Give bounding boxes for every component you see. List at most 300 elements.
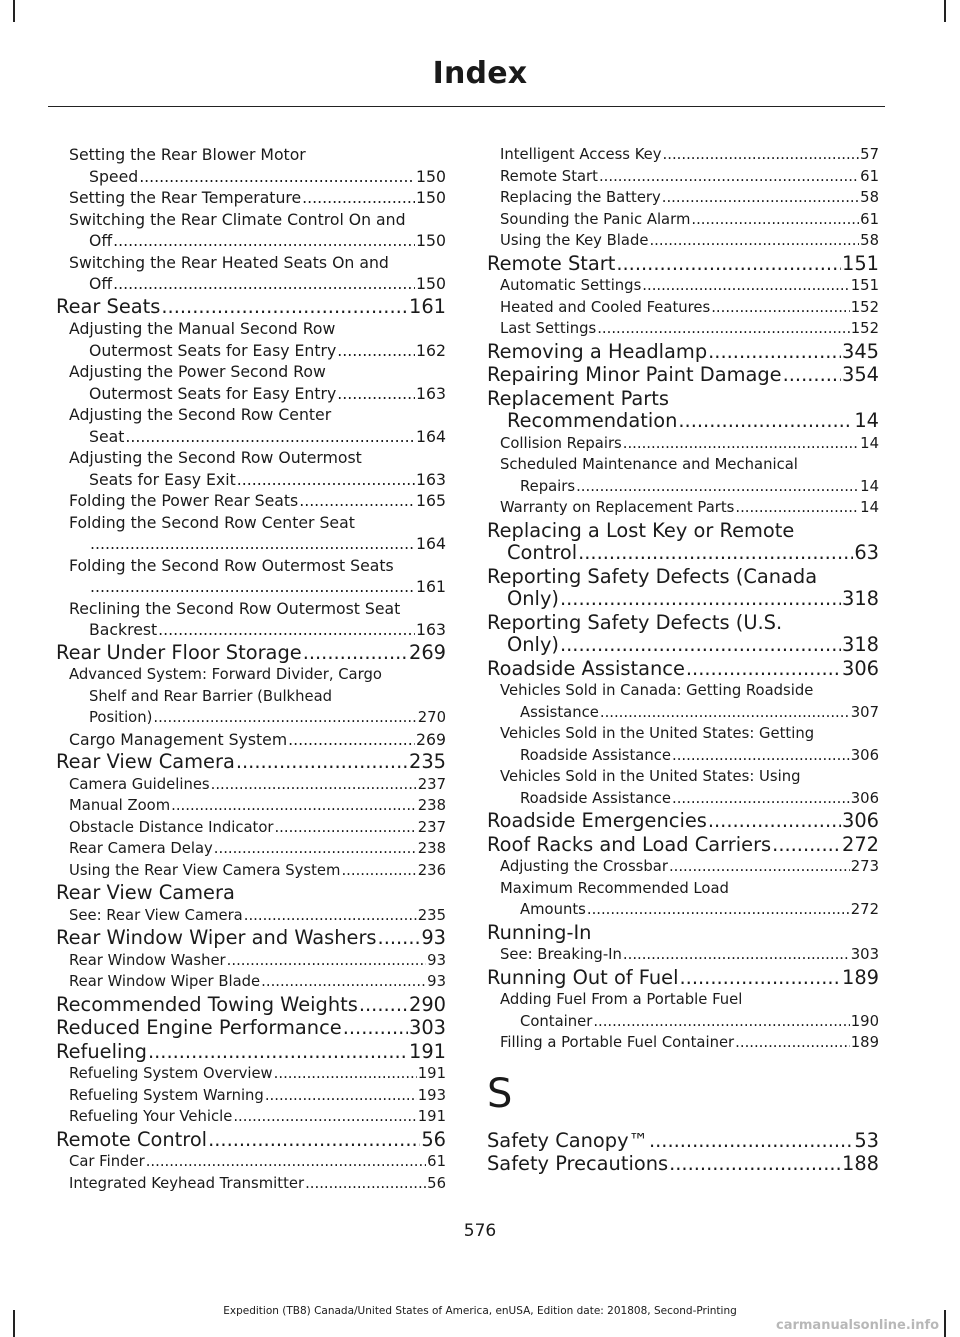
entry-text: Obstacle Distance Indicator xyxy=(69,818,274,836)
index-entry-line xyxy=(487,1130,879,1153)
entry-text: Setting the Rear Temperature xyxy=(69,188,302,207)
index-subentry xyxy=(56,187,446,209)
index-entry-line: Running-In xyxy=(487,920,592,944)
page-reference: 150 xyxy=(416,274,446,293)
index-entry-line xyxy=(500,745,879,767)
dot-leader xyxy=(711,297,850,319)
index-entry-line xyxy=(56,296,446,319)
index-entry-line xyxy=(500,318,879,340)
entry-text: Rear View Camera xyxy=(56,750,235,773)
entry-text: Cargo Management System xyxy=(69,729,288,749)
index-entry xyxy=(56,994,446,1017)
index-entry-line xyxy=(69,619,446,641)
index-entry-line xyxy=(69,707,446,729)
dot-leader xyxy=(359,994,408,1017)
index-entry-line xyxy=(69,860,446,882)
index-entry-line xyxy=(56,751,446,774)
index-entry-line xyxy=(69,1151,446,1173)
index-entry-line xyxy=(69,795,446,817)
dot-leader xyxy=(125,426,415,448)
entry-text: Roadside Assistance xyxy=(520,789,671,807)
page-reference: 191 xyxy=(417,1108,446,1125)
dot-leader xyxy=(261,971,426,993)
index-entry-line xyxy=(56,927,446,950)
index-entry xyxy=(487,388,879,433)
index-subentry xyxy=(487,230,879,252)
entry-text: Rear Window Washer xyxy=(69,951,226,969)
index-entry-line xyxy=(487,1153,879,1176)
dot-leader xyxy=(597,318,850,340)
entry-text: Roof Racks and Load Carriers xyxy=(487,832,772,856)
dot-leader xyxy=(236,751,408,774)
index-entry-line: Adding Fuel From a Portable Fuel xyxy=(500,991,743,1008)
index-entry-line: Rear View Camera xyxy=(56,881,235,904)
page-reference: 152 xyxy=(850,298,879,316)
page-reference: 152 xyxy=(850,320,879,337)
entry-text: Remote Start xyxy=(500,167,598,185)
page-reference: 306 xyxy=(841,656,879,680)
entry-text: Reduced Engine Performance xyxy=(56,1016,342,1039)
page-reference: 189 xyxy=(841,965,879,989)
entry-text: Seat xyxy=(89,426,125,446)
index-subentry xyxy=(487,275,879,297)
page-reference: 191 xyxy=(417,1065,446,1082)
entry-text: Rear Window Wiper and Washers xyxy=(56,926,377,949)
index-subentry xyxy=(56,950,446,972)
index-entry-line xyxy=(487,810,879,833)
index-subentry xyxy=(487,856,879,878)
index-subentry xyxy=(56,1173,446,1195)
page-reference: 236 xyxy=(417,861,446,879)
index-subentry xyxy=(56,318,446,361)
page-reference: 57 xyxy=(860,146,879,163)
page-reference: 56 xyxy=(427,1174,446,1192)
index-entry-line xyxy=(69,273,446,295)
entry-text: Refueling Your Vehicle xyxy=(69,1108,233,1125)
index-entry xyxy=(487,658,879,681)
page-reference: 303 xyxy=(850,946,879,963)
page-reference: 191 xyxy=(408,1039,446,1063)
page-reference: 270 xyxy=(417,709,446,726)
index-subentry xyxy=(487,187,879,209)
index-entry-line xyxy=(500,944,879,966)
dot-leader xyxy=(560,634,841,657)
index-entry-line xyxy=(487,341,879,364)
page-reference: 306 xyxy=(850,789,879,807)
index-entry-line xyxy=(500,187,879,209)
index-entry-line xyxy=(69,1173,446,1195)
index-entry xyxy=(487,520,879,565)
page-reference: 165 xyxy=(416,491,446,510)
index-entry-line xyxy=(500,702,879,724)
entry-text: Rear Camera Delay xyxy=(69,840,213,857)
dot-leader xyxy=(669,856,850,878)
entry-text: See: Breaking-In xyxy=(500,946,622,963)
page-reference: 53 xyxy=(854,1128,879,1152)
page-reference: 354 xyxy=(841,363,879,386)
index-subentry xyxy=(56,1106,446,1128)
index-entry xyxy=(487,810,879,833)
page-reference: 235 xyxy=(417,906,446,924)
index-entry-line xyxy=(500,899,879,921)
page-reference: 193 xyxy=(417,1086,446,1104)
page-reference: 56 xyxy=(421,1127,446,1151)
index-section-letter: S xyxy=(487,1070,513,1117)
entry-text: Warranty on Replacement Parts xyxy=(500,499,735,516)
entry-text: Integrated Keyhead Transmitter xyxy=(69,1174,305,1192)
page-reference: 150 xyxy=(416,166,446,186)
page-reference: 303 xyxy=(408,1016,446,1039)
dot-leader xyxy=(678,410,853,433)
index-entry-line: Switching the Rear Heated Seats On and xyxy=(69,252,389,272)
index-entry xyxy=(487,364,879,387)
dot-leader xyxy=(343,1017,408,1040)
index-entry xyxy=(487,834,879,857)
page-reference: 272 xyxy=(841,832,879,856)
index-entry xyxy=(487,341,879,364)
page-reference: 151 xyxy=(841,251,879,275)
index-entry-line: Reclining the Second Row Outermost Seat xyxy=(69,598,401,618)
dot-leader xyxy=(587,899,850,921)
dot-leader xyxy=(146,1151,426,1173)
dot-leader xyxy=(153,707,416,729)
dot-leader xyxy=(691,209,859,231)
index-entry-line xyxy=(69,383,446,405)
entry-text: Refueling System Overview xyxy=(69,1065,273,1082)
dot-leader xyxy=(593,1011,849,1033)
page-reference: 190 xyxy=(850,1012,879,1030)
index-entry-line xyxy=(500,856,879,878)
entry-text: Using the Rear View Camera System xyxy=(69,861,341,879)
dot-leader xyxy=(672,788,850,810)
dot-leader xyxy=(211,774,417,796)
entry-text: Seats for Easy Exit xyxy=(89,469,236,489)
entry-text: See: Rear View Camera xyxy=(69,906,243,924)
dot-leader xyxy=(708,341,841,364)
index-entry xyxy=(56,296,446,319)
entry-text: Sounding the Panic Alarm xyxy=(500,210,691,228)
entry-text: Running Out of Fuel xyxy=(487,965,679,989)
crop-mark-top-right xyxy=(944,0,946,22)
index-entry-line xyxy=(69,817,446,839)
dot-leader xyxy=(560,588,841,611)
page-reference: 238 xyxy=(417,797,446,814)
index-subentry xyxy=(56,795,446,817)
page-reference: 93 xyxy=(427,973,446,990)
page-number: 576 xyxy=(463,1221,497,1241)
page-reference: 164 xyxy=(416,426,446,446)
index-entry-line xyxy=(69,971,446,993)
dot-leader xyxy=(274,1063,417,1085)
dot-leader xyxy=(303,642,408,665)
dot-leader xyxy=(274,817,416,839)
page-reference: 150 xyxy=(416,231,446,250)
dot-leader xyxy=(578,542,853,565)
index-column-left xyxy=(56,144,446,1194)
page-reference: 163 xyxy=(416,620,446,639)
index-entry-line xyxy=(69,576,446,598)
entry-text: Heated and Cooled Features xyxy=(500,298,711,316)
dot-leader xyxy=(663,144,860,166)
dot-leader xyxy=(302,187,415,209)
dot-leader xyxy=(337,340,415,362)
dot-leader xyxy=(600,702,850,724)
page-reference: 188 xyxy=(841,1152,879,1175)
entry-text: Using the Key Blade xyxy=(500,232,649,249)
index-entry xyxy=(56,927,446,950)
index-entry-line: Replacement Parts xyxy=(487,386,669,410)
index-entry-line: Shelf and Rear Barrier (Bulkhead xyxy=(89,687,333,705)
entry-text: Manual Zoom xyxy=(69,797,171,814)
index-subentry xyxy=(56,838,446,860)
dot-leader xyxy=(686,658,841,681)
crop-mark-top-left xyxy=(13,0,15,22)
page-reference: 273 xyxy=(850,858,879,875)
entry-text: Only) xyxy=(507,587,559,610)
index-entry-line xyxy=(69,1085,446,1107)
dot-leader xyxy=(90,576,415,598)
dot-leader xyxy=(576,476,859,498)
page-reference: 238 xyxy=(417,840,446,857)
index-entry-line: Scheduled Maintenance and Mechanical xyxy=(500,456,798,473)
page-reference: 58 xyxy=(860,232,879,249)
entry-text: Intelligent Access Key xyxy=(500,146,662,163)
index-subentry xyxy=(56,490,446,512)
index-entry-line xyxy=(487,364,879,387)
entry-text: Safety Canopy™ xyxy=(487,1128,648,1152)
page-reference: 345 xyxy=(841,339,879,363)
index-entry xyxy=(487,566,879,611)
page-reference: 269 xyxy=(416,729,446,749)
dot-leader xyxy=(623,944,850,966)
index-entry-line xyxy=(69,490,446,512)
page-reference: 237 xyxy=(417,775,446,793)
index-subentry xyxy=(56,1063,446,1085)
index-entry-line xyxy=(69,905,446,927)
dot-leader xyxy=(90,533,415,555)
entry-text: Rear Under Floor Storage xyxy=(56,640,302,664)
index-subentry xyxy=(56,447,446,490)
entry-text: Car Finder xyxy=(69,1153,145,1170)
index-entry-line xyxy=(69,426,446,448)
index-entry-line xyxy=(500,476,879,498)
dot-leader xyxy=(265,1085,417,1107)
index-entry-line xyxy=(56,1017,446,1040)
index-entry-line xyxy=(69,1106,446,1128)
page-reference: 93 xyxy=(421,926,446,949)
index-subentry xyxy=(56,1085,446,1107)
entry-text: Camera Guidelines xyxy=(69,775,210,793)
index-subentry xyxy=(487,878,879,921)
entry-text: Adjusting the Crossbar xyxy=(500,858,668,875)
index-subentry xyxy=(487,454,879,497)
index-subentry xyxy=(487,723,879,766)
index-subentry xyxy=(56,252,446,295)
index-entry-line xyxy=(69,838,446,860)
entry-text: Control xyxy=(507,541,578,564)
index-entry-line: Folding the Second Row Center Seat xyxy=(69,512,355,532)
page-reference: 14 xyxy=(854,409,879,432)
index-subentry xyxy=(487,680,879,723)
dot-leader xyxy=(669,1153,841,1176)
index-entry-line: Advanced System: Forward Divider, Cargo xyxy=(69,666,382,683)
dot-leader xyxy=(783,364,841,387)
index-entry-line xyxy=(487,634,879,657)
dot-leader xyxy=(139,166,415,188)
index-entry-line: Vehicles Sold in the United States: Using xyxy=(500,768,801,785)
page-reference: 61 xyxy=(860,167,879,185)
index-subentry xyxy=(56,774,446,796)
index-entry xyxy=(487,922,879,945)
page-reference: 14 xyxy=(860,434,879,452)
index-entry-line: Switching the Rear Climate Control On and xyxy=(69,209,406,229)
page-reference: 61 xyxy=(860,210,879,228)
index-entry xyxy=(487,612,879,657)
page-reference: 306 xyxy=(850,746,879,764)
index-entry xyxy=(487,253,879,276)
page-reference: 161 xyxy=(416,577,446,596)
index-entry-line xyxy=(487,658,879,681)
page-reference: 151 xyxy=(850,277,879,294)
index-entry-line: Vehicles Sold in Canada: Getting Roadside xyxy=(500,682,814,699)
index-subentry xyxy=(487,209,879,231)
index-subentry xyxy=(56,1151,446,1173)
entry-text: Rear Window Wiper Blade xyxy=(69,973,261,990)
page-reference: 162 xyxy=(416,340,446,360)
dot-leader xyxy=(623,433,859,455)
entry-text: Filling a Portable Fuel Container xyxy=(500,1034,735,1051)
index-entry-line xyxy=(69,533,446,555)
page-reference: 269 xyxy=(408,640,446,664)
header-rule xyxy=(48,106,885,107)
index-subentry xyxy=(487,766,879,809)
dot-leader xyxy=(233,1106,416,1128)
page-reference: 14 xyxy=(860,477,879,495)
page-reference: 161 xyxy=(408,294,446,318)
dot-leader xyxy=(171,795,417,817)
index-entry-line xyxy=(500,144,879,166)
index-entry-line xyxy=(500,166,879,188)
index-entry xyxy=(56,1017,446,1040)
dot-leader xyxy=(616,253,841,276)
index-entry xyxy=(56,1041,446,1064)
dot-leader xyxy=(735,1032,850,1054)
dot-leader xyxy=(305,1173,426,1195)
index-entry-line xyxy=(69,774,446,796)
index-entry-line xyxy=(487,410,879,433)
dot-leader xyxy=(237,469,415,491)
page-title: Index xyxy=(432,56,528,91)
entry-text: Amounts xyxy=(520,901,586,918)
dot-leader xyxy=(299,490,415,512)
index-entry-line: Replacing a Lost Key or Remote xyxy=(487,518,795,542)
entry-text: Remote Start xyxy=(487,251,616,275)
index-entry xyxy=(487,1130,879,1153)
page-reference: 14 xyxy=(860,499,879,516)
index-entry-line: Maximum Recommended Load xyxy=(500,879,729,897)
entry-text: Outermost Seats for Easy Entry xyxy=(89,340,337,360)
entry-text: Backrest xyxy=(89,620,158,639)
dot-leader xyxy=(649,1130,853,1153)
index-entry-line xyxy=(69,1063,446,1085)
index-entry-line xyxy=(56,1041,446,1064)
index-entry-line xyxy=(500,297,879,319)
index-subentry xyxy=(56,361,446,404)
entry-text: Speed xyxy=(89,166,139,186)
index-see-reference xyxy=(56,905,446,927)
dot-leader xyxy=(244,905,417,927)
index-entry xyxy=(56,642,446,665)
dot-leader xyxy=(772,834,841,857)
index-subentry xyxy=(56,729,446,751)
index-subentry xyxy=(56,860,446,882)
entry-text: Container xyxy=(520,1012,593,1030)
index-entry-line xyxy=(500,1032,879,1054)
index-entry-line xyxy=(487,542,879,565)
index-entry-line: Folding the Second Row Outermost Seats xyxy=(69,555,394,575)
index-subentry xyxy=(56,664,446,729)
index-entry-line: Reporting Safety Defects (Canada xyxy=(487,564,818,588)
index-subentry xyxy=(56,209,446,252)
entry-text: Roadside Emergencies xyxy=(487,809,707,832)
index-subentry xyxy=(56,512,446,555)
index-entry-line xyxy=(69,166,446,188)
index-subentry xyxy=(487,497,879,519)
entry-text: Roadside Assistance xyxy=(487,656,685,680)
entry-text: Last Settings xyxy=(500,320,597,337)
dot-leader xyxy=(708,810,841,833)
dot-leader xyxy=(337,383,415,405)
index-entry-line xyxy=(69,187,446,209)
index-subentry xyxy=(56,555,446,598)
dot-leader xyxy=(288,729,415,751)
index-subentry xyxy=(487,144,879,166)
entry-text: Automatic Settings xyxy=(500,277,642,294)
page-reference: 290 xyxy=(408,992,446,1016)
dot-leader xyxy=(214,838,417,860)
page-reference: 307 xyxy=(850,703,879,721)
page-reference: 272 xyxy=(850,901,879,918)
index-entry-line: Adjusting the Manual Second Row xyxy=(69,319,336,338)
page-reference: 63 xyxy=(854,541,879,564)
index-entry-line xyxy=(500,1011,879,1033)
index-entry-line: Adjusting the Second Row Outermost xyxy=(69,448,362,467)
dot-leader xyxy=(227,950,427,972)
page-reference: 189 xyxy=(850,1034,879,1051)
dot-leader xyxy=(599,166,859,188)
page-reference: 235 xyxy=(408,750,446,773)
entry-text: Recommendation xyxy=(507,409,678,432)
index-entry-line xyxy=(69,950,446,972)
index-see-reference xyxy=(487,944,879,966)
index-entry-line: Adjusting the Power Second Row xyxy=(69,362,326,381)
entry-text: Recommended Towing Weights xyxy=(56,992,358,1016)
dot-leader xyxy=(113,230,415,252)
entry-text: Collision Repairs xyxy=(500,434,622,452)
footer-edition-text: Expedition (TB8) Canada/United States of America, enUSA, Edition date: 201808, Second-Printing xyxy=(223,1305,737,1317)
entry-text: Position) xyxy=(89,709,153,726)
entry-text: Remote Control xyxy=(56,1127,208,1151)
entry-text: Repairing Minor Paint Damage xyxy=(487,363,782,386)
index-entry xyxy=(487,1153,879,1176)
index-subentry xyxy=(487,297,879,319)
index-entry-line xyxy=(56,1129,446,1152)
index-subentry xyxy=(487,1032,879,1054)
index-entry-line xyxy=(69,230,446,252)
index-subentry xyxy=(487,989,879,1032)
index-entry-line xyxy=(500,230,879,252)
index-entry xyxy=(56,882,446,905)
